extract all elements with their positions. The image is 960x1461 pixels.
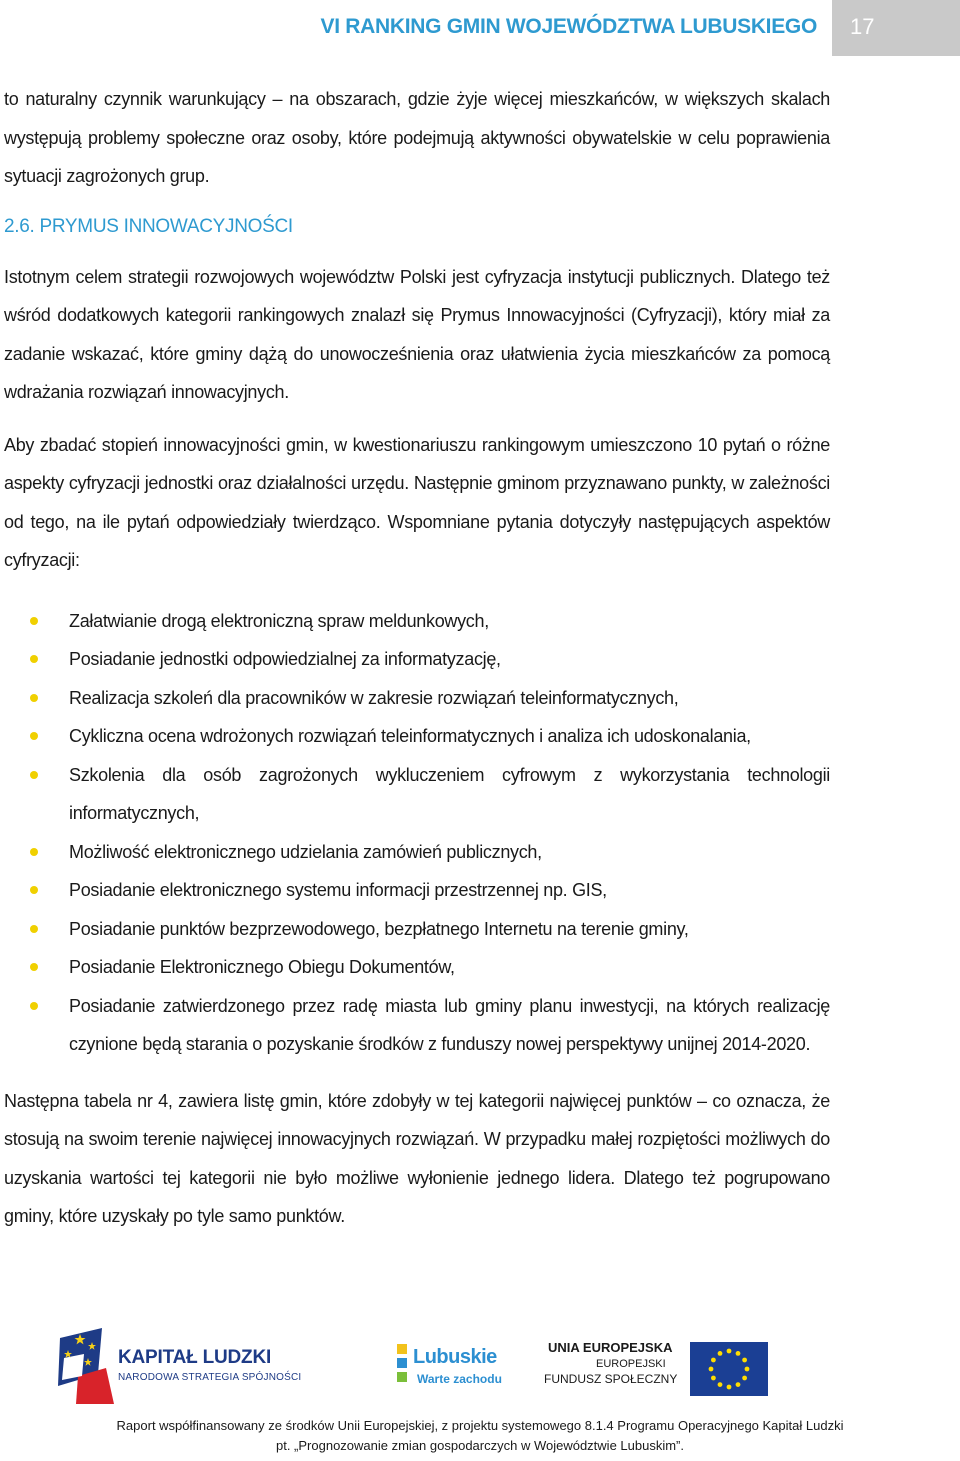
bullet-dot-icon bbox=[30, 617, 38, 625]
page-number: 17 bbox=[850, 14, 875, 39]
list-item: Realizacja szkoleń dla pracowników w zakresie rozwiązań teleinformatycznych, bbox=[4, 679, 830, 718]
section-heading: 2.6. PRYMUS INNOWACYJNOŚCI bbox=[4, 215, 293, 237]
list-item: Szkolenia dla osób zagrożonych wykluczeniem cyfrowym z wykorzystania technologii informatycznych, bbox=[4, 756, 830, 833]
page-number-box bbox=[832, 0, 960, 56]
list-item: Posiadanie zatwierdzonego przez radę miasta lub gminy planu inwestycji, na których realizację czynione będą starania o pozyskanie środków z funduszy nowej perspektywy unijnej 2014-2020. bbox=[4, 987, 830, 1064]
eu-logo bbox=[540, 1338, 780, 1404]
bullet-dot-icon bbox=[30, 655, 38, 663]
footer-line-2: pt. „Prognozowanie zmian gospodarczych w Województwie Lubuskim”. bbox=[275, 1438, 684, 1453]
bullet-dot-icon bbox=[30, 694, 38, 702]
page-footer bbox=[0, 1416, 960, 1456]
bullet-dot-icon bbox=[30, 732, 38, 740]
bullet-dot-icon bbox=[30, 963, 38, 971]
eu-fund-line2: FUNDUSZ SPOŁECZNY bbox=[544, 1372, 678, 1386]
bullet-dot-icon bbox=[30, 771, 38, 779]
page-header bbox=[0, 0, 960, 56]
list-item: Możliwość elektronicznego udzielania zamówień publicznych, bbox=[4, 833, 830, 872]
list-item: Posiadanie elektronicznego systemu informacji przestrzennej np. GIS, bbox=[4, 871, 830, 910]
lubuskie-subtitle: Warte zachodu bbox=[417, 1372, 502, 1386]
lubuskie-logo bbox=[395, 1342, 515, 1394]
funding-logos bbox=[0, 1328, 960, 1408]
bullet-dot-icon bbox=[30, 886, 38, 894]
eu-fund-line1: EUROPEJSKI bbox=[596, 1358, 666, 1370]
lubuskie-title: Lubuskie bbox=[413, 1346, 497, 1368]
kapital-ludzki-mark-icon bbox=[58, 1328, 114, 1404]
paragraph-continuation: to naturalny czynnik warunkujący – na obszarach, gdzie żyje więcej mieszkańców, w większych skalach występują problemy społeczne oraz osoby, które podejmują aktywności obywatelskie w celu poprawienia sytuacji zagrożonych grup. bbox=[4, 89, 830, 186]
lubuskie-mark-icon bbox=[395, 1342, 409, 1386]
bullet-dot-icon bbox=[30, 925, 38, 933]
bullet-dot-icon bbox=[30, 1002, 38, 1010]
kapital-ludzki-title: KAPITAŁ LUDZKI bbox=[118, 1347, 272, 1368]
main-content bbox=[4, 80, 830, 1236]
running-header-title: VI RANKING GMIN WOJEWÓDZTWA LUBUSKIEGO bbox=[320, 15, 817, 38]
eu-title: UNIA EUROPEJSKA bbox=[548, 1340, 673, 1355]
paragraph-intro: Istotnym celem strategii rozwojowych województw Polski jest cyfryzacja instytucji publicznych. Dlatego też wśród dodatkowych kategorii rankingowych znalazł się Prymus Innowacyjności (Cyfryzacji), który miał za zadanie wskazać, które gminy dążą do unowocześnienia oraz ułatwienia życia mieszkańców za pomocą wdrażania rozwiązań innowacyjnych. bbox=[4, 266, 830, 402]
aspect-list bbox=[4, 602, 830, 1064]
list-item: Załatwianie drogą elektroniczną spraw meldunkowych, bbox=[4, 602, 830, 641]
list-item: Posiadanie Elektronicznego Obiegu Dokumentów, bbox=[4, 948, 830, 987]
eu-flag-icon bbox=[690, 1342, 768, 1396]
list-item: Posiadanie jednostki odpowiedzialnej za informatyzację, bbox=[4, 640, 830, 679]
list-item: Posiadanie punktów bezprzewodowego, bezpłatnego Internetu na terenie gminy, bbox=[4, 910, 830, 949]
list-item: Cykliczna ocena wdrożonych rozwiązań teleinformatycznych i analiza ich udoskonalania, bbox=[4, 717, 830, 756]
paragraph-method: Aby zbadać stopień innowacyjności gmin, w kwestionariuszu rankingowym umieszczono 10 pytań o różne aspekty cyfryzacji jednostki oraz działalności urzędu. Następnie gminom przyznawano punkty, w zależności od tego, na ile pytań odpowiedziały twierdząco. Wspomniane pytania dotyczyły następujących aspektów cyfryzacji: bbox=[4, 434, 830, 570]
kapital-ludzki-logo bbox=[58, 1328, 302, 1404]
kapital-ludzki-subtitle: NARODOWA STRATEGIA SPÓJNOŚCI bbox=[118, 1372, 302, 1383]
footer-line-1: Raport współfinansowany ze środków Unii Europejskiej, z projektu systemowego 8.1.4 Programu Operacyjnego Kapitał Ludzki bbox=[116, 1418, 844, 1433]
paragraph-table-intro: Następna tabela nr 4, zawiera listę gmin, które zdobyły w tej kategorii najwięcej punktów – co oznacza, że stosują na swoim terenie najwięcej innowacyjnych rozwiązań. W przypadku małej rozpiętości możliwych do uzyskania wartości tej kategorii nie było możliwe wyłonienie jednego lidera. Dlatego też pogrupowano gminy, które uzyskały po tyle samo punktów. bbox=[4, 1090, 830, 1226]
bullet-dot-icon bbox=[30, 848, 38, 856]
